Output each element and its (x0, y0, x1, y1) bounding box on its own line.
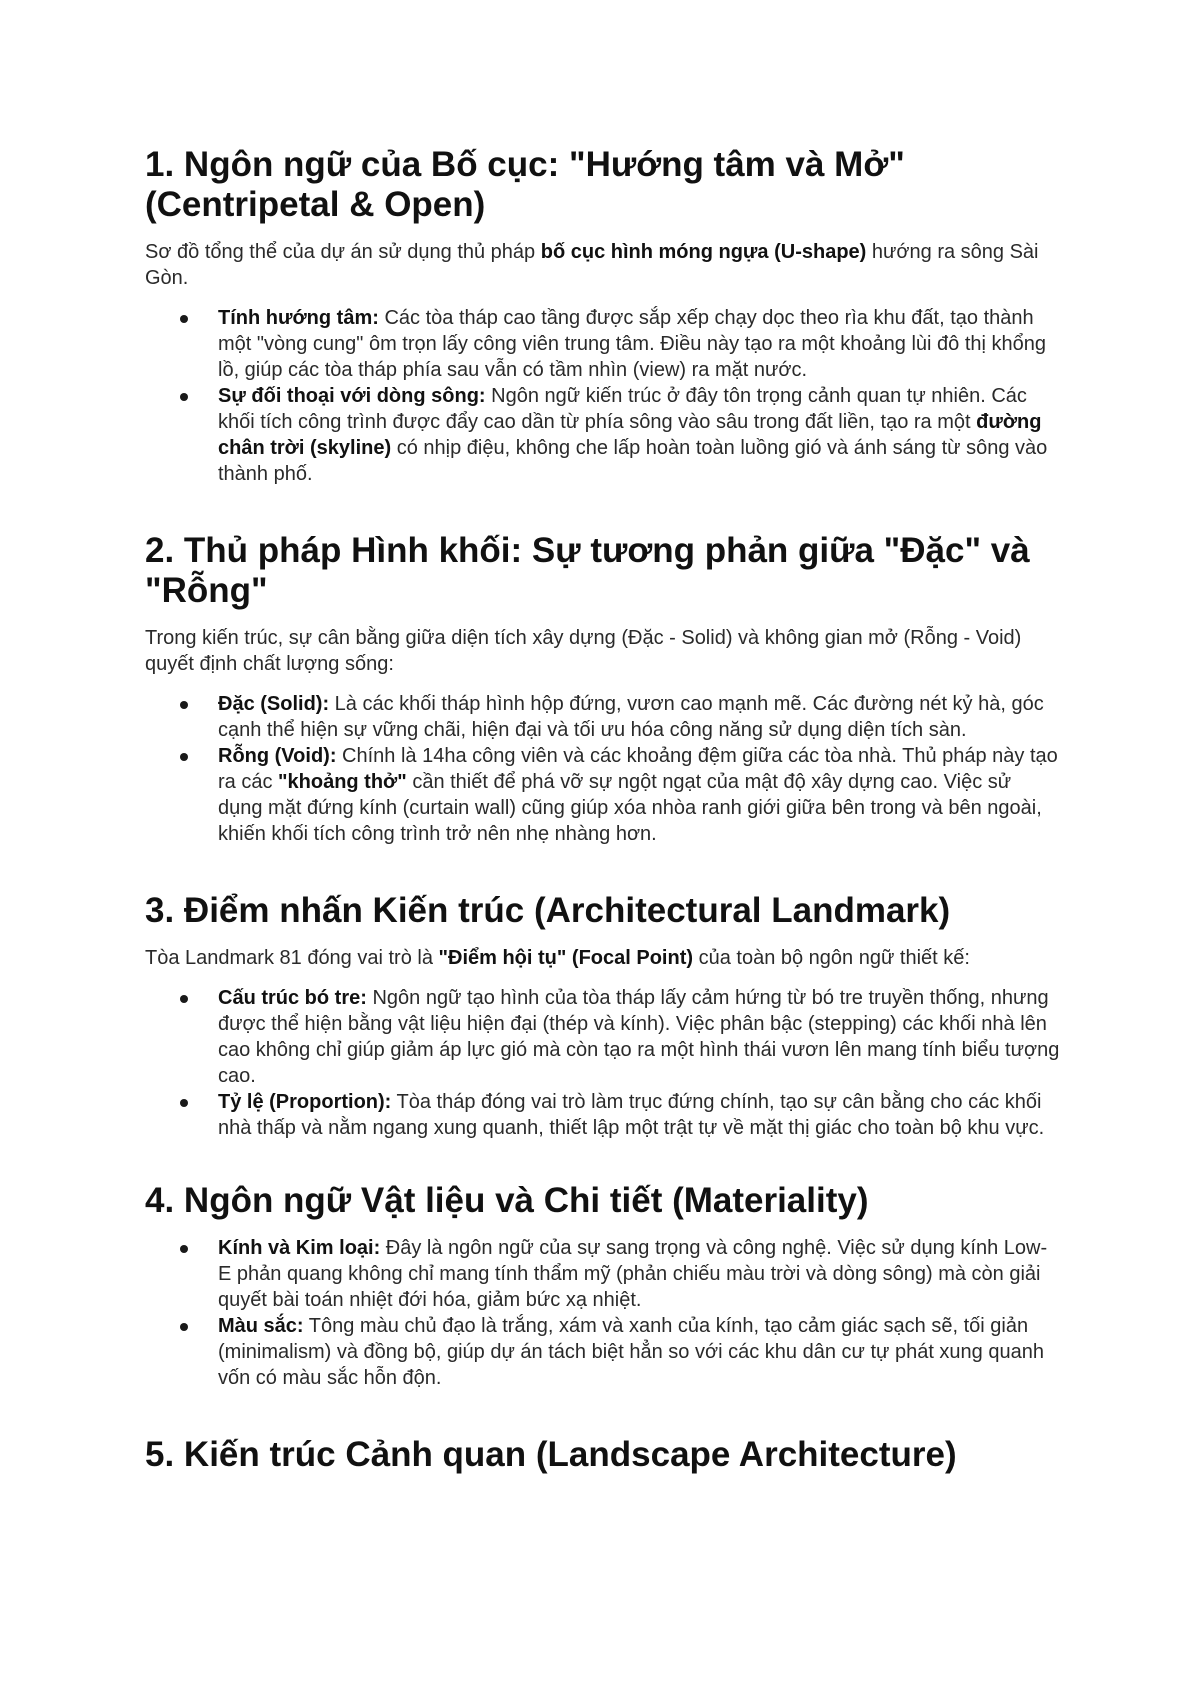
list-item (218, 1235, 1060, 1313)
item-text: Ngôn ngữ kiến trúc ở đây tôn trọng cảnh quan tự nhiên. Các khối tích công trình được đẩy cao dần từ phía sông vào sâu trong đất liền, tạo ra một (218, 385, 1027, 433)
bullet-icon (180, 1245, 188, 1253)
item-text: Chính là 14ha công viên và các khoảng đệm giữa các tòa nhà. Thủ pháp này tạo ra các (218, 745, 1058, 793)
section-1-heading (145, 145, 1060, 225)
section-3-intro: Tòa Landmark 81 đóng vai trò là "Điểm hội tụ" (Focal Point) của toàn bộ ngôn ngữ thiết kế: (145, 947, 970, 969)
bullet-icon (180, 1323, 188, 1331)
intro-emphasis: "Điểm hội tụ" (Focal Point) (438, 947, 694, 969)
item-text: Tông màu chủ đạo là trắng, xám và xanh của kính, tạo cảm giác sạch sẽ, tối giản (minimalism) và đồng bộ, giúp dự án tách biệt hẳn so với các khu dân cư tự phát xung quanh vốn có màu sắc hỗn độn. (218, 1315, 1044, 1389)
item-label: Tỷ lệ (Proportion): (218, 1091, 392, 1113)
list-item (218, 691, 1060, 743)
item-text: Tòa tháp đóng vai trò làm trục đứng chính, tạo sự cân bằng cho các khối nhà thấp và nằm ngang xung quanh, thiết lập một trật tự về mặt thị giác cho toàn bộ khu vực. (218, 1091, 1045, 1139)
list-item (218, 1089, 1060, 1141)
list-item (218, 383, 1060, 487)
bullet-icon (180, 315, 188, 323)
bullet-icon (180, 995, 188, 1003)
heading-line-1: 2. Thủ pháp Hình khối: Sự tương phản giữa "Đặc" và (145, 531, 1030, 570)
section-4-heading: 4. Ngôn ngữ Vật liệu và Chi tiết (Materiality) (145, 1181, 869, 1220)
item-label: Sự đối thoại với dòng sông: (218, 385, 486, 407)
section-1-intro: Sơ đồ tổng thể của dự án sử dụng thủ pháp bố cục hình móng ngựa (U-shape) hướng ra sông Sài Gòn. (145, 241, 1039, 289)
bullet-icon (180, 393, 188, 401)
section-2-heading (145, 531, 1060, 611)
section-5-heading: 5. Kiến trúc Cảnh quan (Landscape Architecture) (145, 1435, 957, 1474)
item-text: cần thiết để phá vỡ sự ngột ngạt của mật độ xây dựng cao. Việc sử dụng mặt đứng kính (curtain wall) cũng giúp xóa nhòa ranh giới giữa bên trong và bên ngoài, khiến khối tích công trình trở nên nhẹ nhàng hơn. (218, 771, 1042, 845)
list-item (218, 985, 1060, 1089)
item-label: Kính và Kim loại: (218, 1237, 381, 1259)
item-label: Rỗng (Void): (218, 745, 337, 767)
heading-line-2: "Rỗng" (145, 571, 268, 610)
item-label: Cấu trúc bó tre: (218, 987, 367, 1009)
bullet-icon (180, 1099, 188, 1107)
section-5 (145, 1435, 1060, 1475)
section-2-list (145, 691, 1060, 847)
section-3 (145, 891, 1060, 1141)
bullet-icon (180, 753, 188, 761)
item-label: Tính hướng tâm: (218, 307, 379, 329)
section-2-intro: Trong kiến trúc, sự cân bằng giữa diện tích xây dựng (Đặc - Solid) và không gian mở (Rỗng - Void) quyết định chất lượng sống: (145, 627, 1022, 675)
item-label: Màu sắc: (218, 1315, 304, 1337)
bullet-icon (180, 701, 188, 709)
list-item (218, 305, 1060, 383)
item-text: Đây là ngôn ngữ của sự sang trọng và công nghệ. Việc sử dụng kính Low-E phản quang không chỉ mang tính thẩm mỹ (phản chiếu màu trời và dòng sông) mà còn giải quyết bài toán nhiệt đới hóa, giảm bức xạ nhiệt. (218, 1237, 1048, 1311)
heading-line-1: 1. Ngôn ngữ của Bố cục: "Hướng tâm và Mở" (145, 145, 905, 184)
item-text: Các tòa tháp cao tầng được sắp xếp chạy dọc theo rìa khu đất, tạo thành một "vòng cung" ôm trọn lấy công viên trung tâm. Điều này tạo ra một khoảng lùi đô thị khổng lồ, giúp các tòa tháp phía sau vẫn có tầm nhìn (view) ra mặt nước. (218, 307, 1046, 381)
section-1-list (145, 305, 1060, 487)
section-2 (145, 531, 1060, 847)
item-emphasis: "khoảng thở" (278, 771, 407, 793)
section-3-heading: 3. Điểm nhấn Kiến trúc (Architectural Landmark) (145, 891, 951, 930)
item-label: Đặc (Solid): (218, 693, 330, 715)
section-3-list (145, 985, 1060, 1141)
list-item (218, 743, 1060, 847)
list-item (218, 1313, 1060, 1391)
item-text: Ngôn ngữ tạo hình của tòa tháp lấy cảm hứng từ bó tre truyền thống, nhưng được thể hiện bằng vật liệu hiện đại (thép và kính). Việc phân bậc (stepping) các khối nhà lên cao không chỉ giúp giảm áp lực gió mà còn tạo ra một hình thái vươn lên mang tính biểu tượng cao. (218, 987, 1060, 1087)
document-page (145, 145, 1060, 1519)
section-4 (145, 1181, 1060, 1391)
item-text: có nhịp điệu, không che lấp hoàn toàn luồng gió và ánh sáng từ sông vào thành phố. (218, 437, 1048, 485)
item-emphasis: đường chân trời (skyline) (218, 411, 1042, 459)
intro-emphasis: bố cục hình móng ngựa (U-shape) (540, 241, 867, 263)
section-4-list (145, 1235, 1060, 1391)
heading-line-2: (Centripetal & Open) (145, 185, 486, 224)
item-text: Là các khối tháp hình hộp đứng, vươn cao mạnh mẽ. Các đường nét kỷ hà, góc cạnh thể hiện sự vững chãi, hiện đại và tối ưu hóa công năng sử dụng diện tích sàn. (218, 693, 1044, 741)
section-1 (145, 145, 1060, 487)
